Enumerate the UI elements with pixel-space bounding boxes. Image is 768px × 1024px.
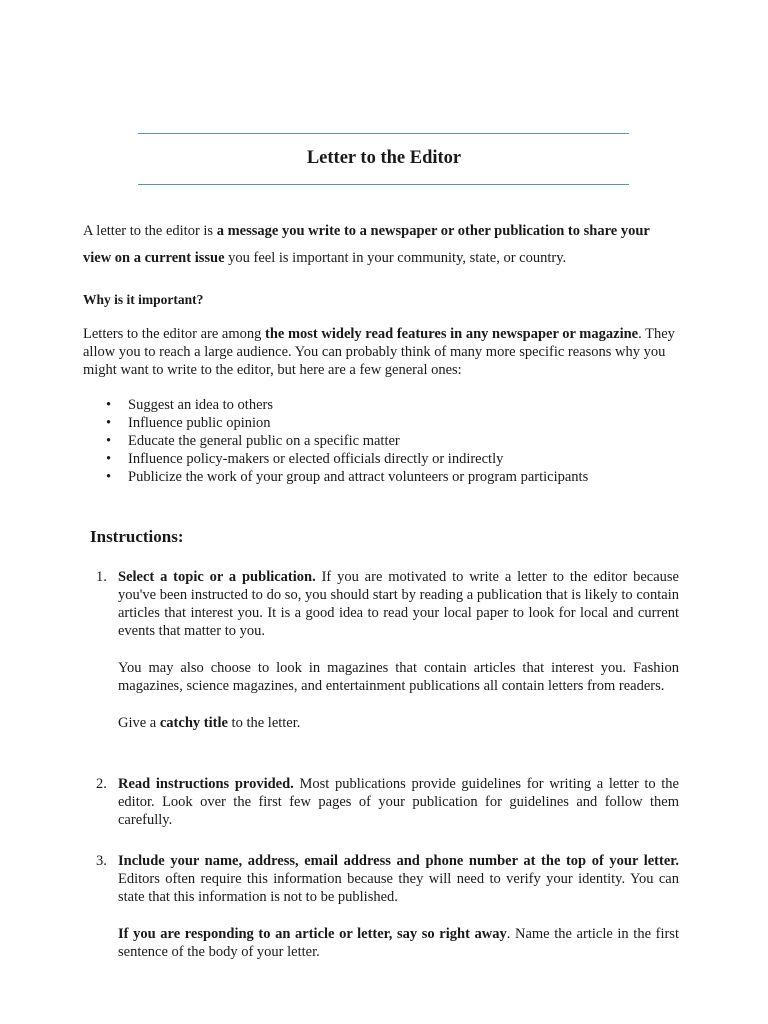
step-title: Include your name, address, email address and phone number at the top of your letter.	[118, 853, 679, 869]
title-bottom-rule	[138, 184, 629, 185]
bullet-icon: •	[106, 397, 112, 413]
catchy-title-phrase: catchy title	[159, 715, 228, 731]
why-paragraph: Letters to the editor are among the most widely read features in any newspaper or magazine. They allow you to reach a large audience. You can probably think of many more specific reasons why you might want to write to the editor, but here are a few general ones:	[83, 326, 675, 378]
instruction-step-2	[96, 775, 679, 829]
reasons-list	[106, 396, 589, 486]
bullet-icon: •	[106, 433, 112, 449]
page-title: Letter to the Editor	[306, 148, 462, 168]
why-heading: Why is it important?	[83, 292, 204, 307]
bullet-icon: •	[106, 415, 112, 431]
step-paragraph: If you are responding to an article or letter, say so right away. Name the article in the first sentence of the body of your letter.	[118, 926, 679, 960]
intro-paragraph: A letter to the editor is a message you write to a newspaper or other publication to share your view on a current issue you feel is important in your community, state, or country.	[83, 223, 650, 266]
step-title: Read instructions provided.	[118, 776, 294, 792]
step-number: 2.	[96, 776, 107, 792]
step-paragraph: You may also choose to look in magazines that contain articles that interest you. Fashion magazines, science magazines, and entertainment publications all contain letters from readers.	[118, 660, 679, 694]
step-number: 1.	[96, 569, 107, 585]
step-paragraph: Include your name, address, email address and phone number at the top of your letter. Editors often require this information because they will need to verify your identity. You can state that this information is not to be published.	[118, 853, 679, 905]
list-item: • Influence policy-makers or elected officials directly or indirectly	[106, 451, 504, 467]
list-item: • Educate the general public on a specific matter	[106, 433, 400, 449]
list-item: • Publicize the work of your group and attract volunteers or program participants	[106, 469, 589, 485]
instructions-heading: Instructions:	[90, 527, 184, 546]
instruction-step-3	[96, 852, 679, 961]
bullet-icon: •	[106, 469, 112, 485]
step-number: 3.	[96, 853, 107, 869]
step-paragraph: Give a catchy title to the letter.	[118, 715, 301, 731]
step-subtitle: If you are responding to an article or letter, say so right away	[118, 926, 507, 942]
step-title: Select a topic or a publication.	[118, 569, 316, 585]
list-item: • Influence public opinion	[106, 415, 271, 431]
why-bold-phrase: the most widely read features in any newspaper or magazine	[265, 326, 639, 342]
step-paragraph: Read instructions provided. Most publications provide guidelines for writing a letter to the editor. Look over the first few pages of your publication for guidelines and follow them carefully.	[118, 776, 679, 828]
title-top-rule	[138, 133, 629, 134]
step-paragraph: Select a topic or a publication. If you are motivated to write a letter to the editor because you've been instructed to do so, you should start by reading a publication that is likely to contain articles that interest you. It is a good idea to read your local paper to look for local and current events that matter to you.	[118, 569, 679, 639]
intro-bold-definition: a message you write to a newspaper or other publication to share your view on a current issue	[83, 223, 650, 266]
instruction-step-1	[96, 568, 679, 732]
bullet-icon: •	[106, 451, 112, 467]
list-item: • Suggest an idea to others	[106, 397, 273, 413]
